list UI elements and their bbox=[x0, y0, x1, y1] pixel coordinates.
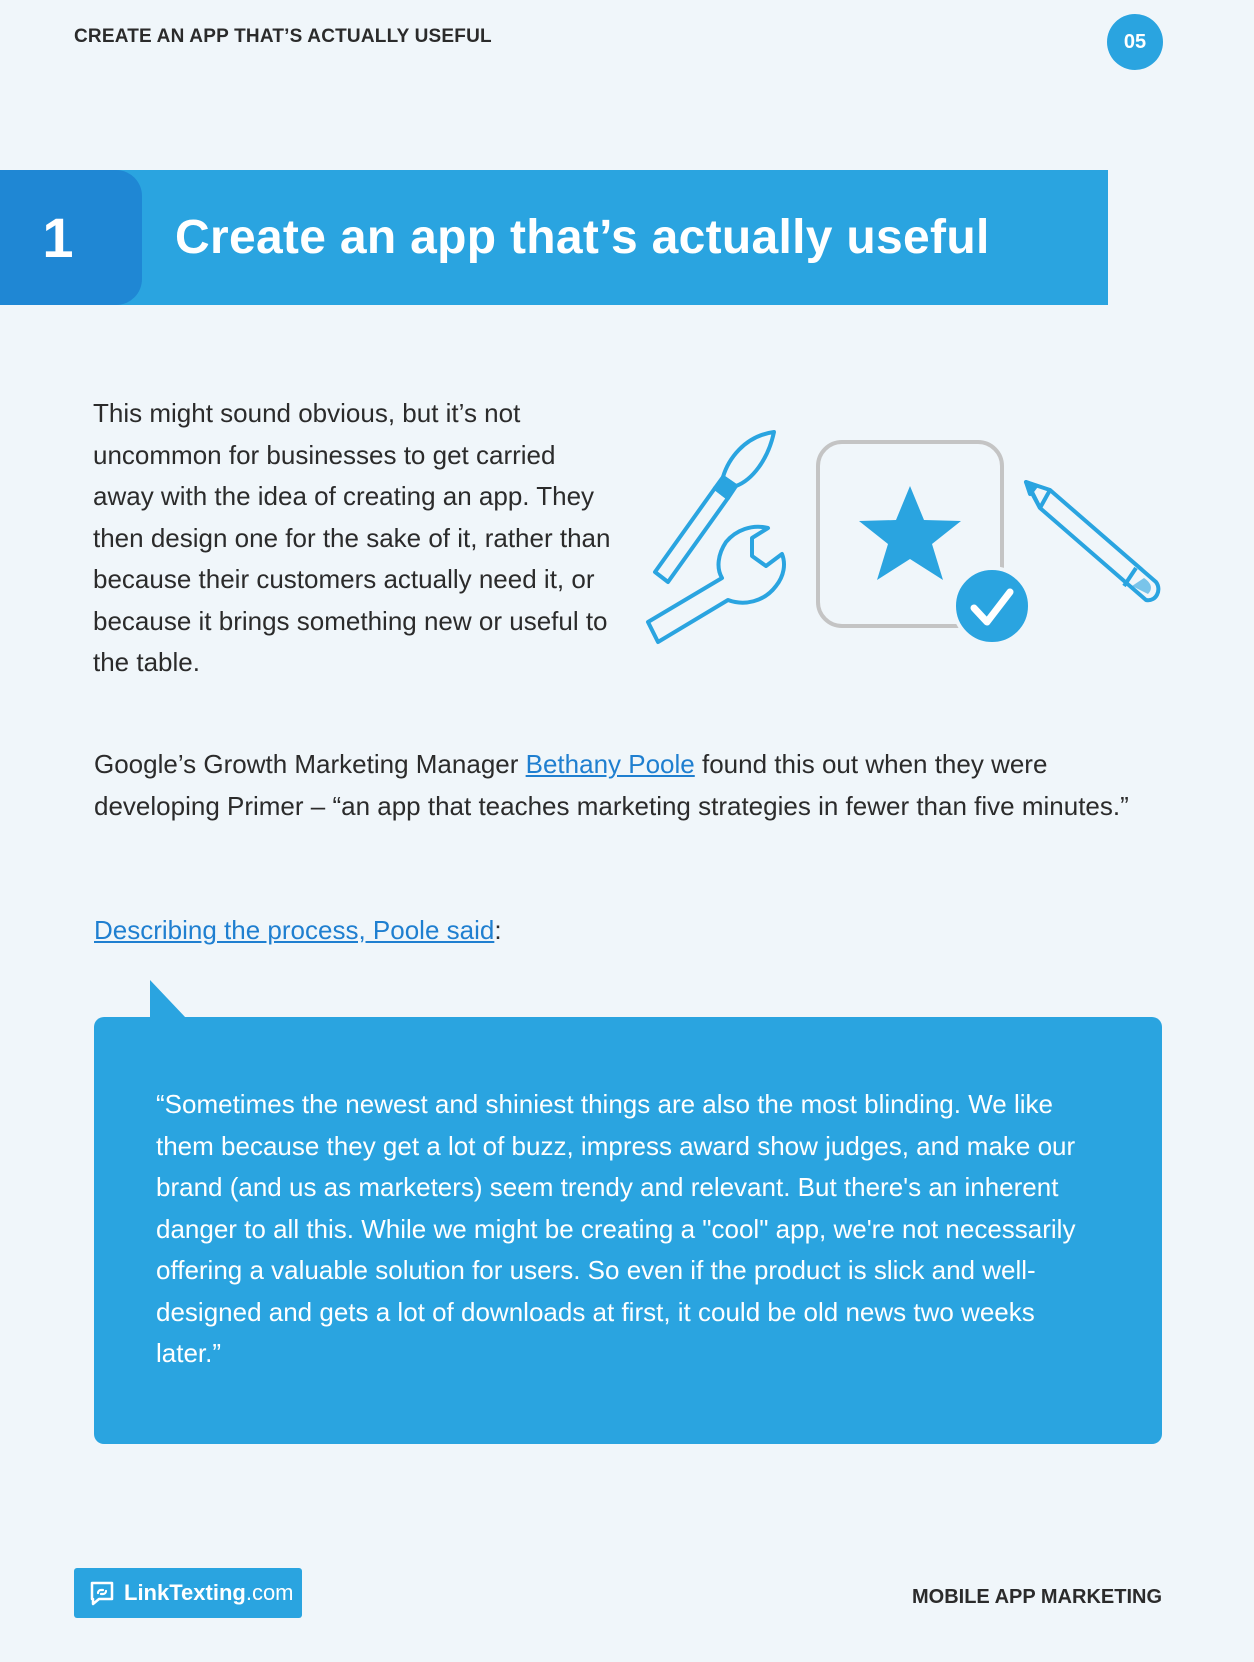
wrench-icon bbox=[648, 527, 784, 642]
body-paragraph-describing bbox=[94, 909, 502, 951]
linktexting-logo[interactable] bbox=[74, 1568, 302, 1618]
running-header: CREATE AN APP THAT’S ACTUALLY USEFUL bbox=[74, 26, 492, 47]
describing-process-link[interactable]: Describing the process, Poole said bbox=[94, 915, 495, 945]
footer-guide-title: MOBILE APP MARKETING bbox=[911, 1586, 1162, 1608]
link-chat-icon bbox=[88, 1579, 116, 1607]
bethany-poole-link[interactable]: Bethany Poole bbox=[525, 749, 695, 779]
checkmark-icon bbox=[954, 568, 1030, 644]
body-paragraph-primer bbox=[94, 743, 1174, 827]
pencil-icon bbox=[1026, 482, 1158, 600]
logo-tld: .com bbox=[245, 1580, 294, 1605]
quote-bubble-tail bbox=[150, 980, 186, 1018]
paragraph-text-cont: found this out when they were developing Primer – “an app that teaches marketing strategies in fewer than five minutes.” bbox=[94, 749, 1129, 821]
section-title: Create an app that’s actually useful bbox=[175, 211, 990, 264]
intro-paragraph: This might sound obvious, but it’s not uncommon for businesses to get carried away with the idea of creating an app. They then design one for the sake of it, rather than because their customers actually need it, or because it brings something new or useful to the table. bbox=[93, 398, 611, 677]
logo-name: LinkTexting bbox=[124, 1580, 246, 1605]
app-tools-illustration bbox=[640, 420, 1170, 650]
paragraph-text: Google’s Growth Marketing Manager bbox=[94, 749, 526, 779]
paragraph-colon: : bbox=[494, 915, 502, 945]
quote-text: “Sometimes the newest and shiniest things are also the most blinding. We like them because they get a lot of buzz, impress award show judges, and make our brand (and us as marketers) seem trendy and relevant. But there's an inherent danger to all this. While we might be creating a "cool" app, we're not necessarily offering a valuable solution for users. So even if the product is slick and well-designed and gets a lot of downloads at first, it could be old news two weeks later.” bbox=[156, 1089, 1076, 1368]
section-number: 1 bbox=[0, 170, 142, 305]
page-number-badge: 05 bbox=[1107, 14, 1163, 70]
